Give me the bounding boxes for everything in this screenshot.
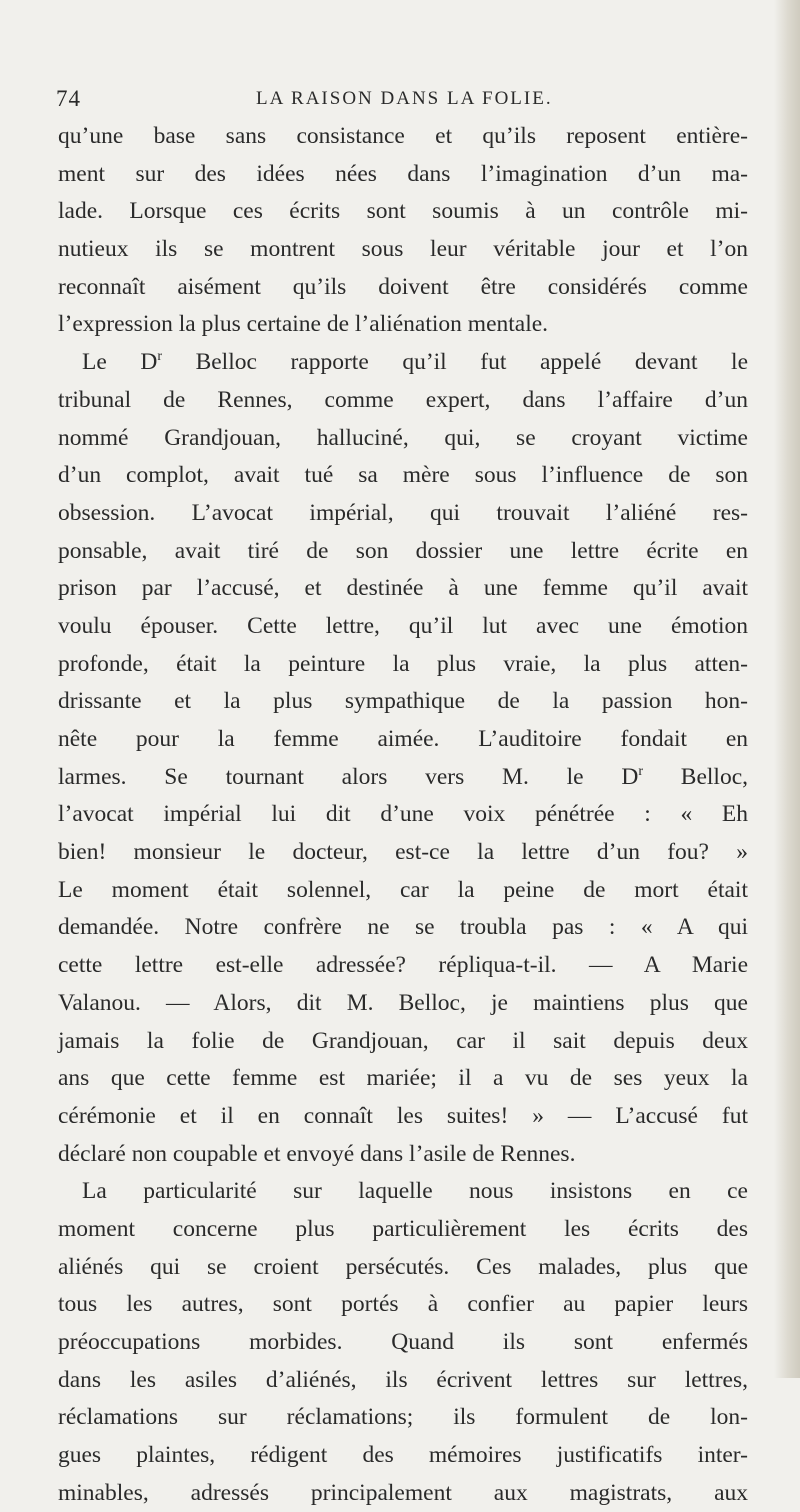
text-line: ponsable, avait tiré de son dossier une lettre écrite en: [58, 537, 748, 564]
text-line: cérémonie et il en connaît les suites! » — L’accusé fut: [58, 1102, 748, 1129]
text-line: tous les autres, sont portés à confier au papier leurs: [58, 1291, 748, 1318]
text-line: minables, adressés principalement aux magistrats, aux: [58, 1479, 748, 1506]
text-line: voulu épouser. Cette lettre, qu’il lut avec une émotion: [58, 612, 748, 639]
text-line: Valanou. — Alors, dit M. Belloc, je maintiens plus que: [58, 989, 748, 1016]
text-fragment: Belloc rapporte qu’il fut appelé devant le: [162, 349, 748, 376]
text-line: qu’une base sans consistance et qu’ils reposent entière-: [58, 123, 748, 149]
text-line: nommé Grandjouan, halluciné, qui, se croyant victime: [58, 424, 748, 451]
page-number: 74: [56, 86, 81, 111]
text-line: [58, 344, 748, 382]
text-line: drissante et la plus sympathique de la passion hon-: [58, 688, 748, 715]
text-line: aliénés qui se croient persécutés. Ces malades, plus que: [58, 1253, 748, 1280]
text-line: tribunal de Rennes, comme expert, dans l’affaire d’un: [58, 386, 748, 413]
text-line: cette lettre est-elle adressée? répliqua-t-il. — A Marie: [58, 952, 748, 979]
text-line: demandée. Notre confrère ne se troubla pas : « A qui: [58, 914, 748, 941]
text-line: La particularité sur laquelle nous insistons en ce: [82, 1178, 748, 1205]
superscript: r: [638, 763, 643, 779]
text-line: bien! monsieur le docteur, est-ce la lettre d’un fou? »: [58, 839, 748, 866]
text-line: lade. Lorsque ces écrits sont soumis à un contrôle mi-: [58, 198, 748, 225]
text-line: reconnaît aisément qu’ils doivent être considérés comme: [58, 273, 748, 300]
text-line: obsession. L’avocat impérial, qui trouvait l’aliéné res-: [58, 499, 748, 526]
text-line: nête pour la femme aimée. L’auditoire fondait en: [58, 726, 748, 752]
text-line: gues plaintes, rédigent des mémoires justificatifs inter-: [58, 1442, 748, 1469]
text-line: Le moment était solennel, car la peine de mort était: [58, 876, 748, 903]
body-text: [58, 118, 748, 1512]
text-line: l’expression la plus certaine de l’aliénation mentale.: [58, 311, 549, 338]
page-edge-shadow: [774, 0, 800, 1378]
text-line: jamais la folie de Grandjouan, car il sait depuis deux: [58, 1027, 748, 1054]
text-line: ans que cette femme est mariée; il a vu de ses yeux la: [58, 1065, 748, 1092]
text-line: déclaré non coupable et envoyé dans l’asile de Rennes.: [58, 1140, 576, 1167]
text-line: moment concerne plus particulièrement les écrits des: [58, 1215, 748, 1242]
text-line: d’un complot, avait tué sa mère sous l’influence de son: [58, 462, 748, 489]
page-header: [56, 86, 746, 116]
text-line: réclamations sur réclamations; ils formulent de lon-: [58, 1404, 748, 1431]
text-fragment: Le D: [82, 349, 158, 376]
text-fragment: Belloc,: [643, 763, 748, 790]
text-line: dans les asiles d’aliénés, ils écrivent lettres sur lettres,: [58, 1366, 748, 1393]
text-line: l’avocat impérial lui dit d’une voix pénétrée : « Eh: [58, 801, 748, 828]
text-line: préoccupations morbides. Quand ils sont enfermés: [58, 1329, 748, 1355]
text-line: [58, 759, 748, 797]
text-line: profonde, était la peinture la plus vraie, la plus atten-: [58, 650, 748, 677]
text-line: ment sur des idées nées dans l’imagination d’un ma-: [58, 160, 748, 187]
superscript: r: [157, 349, 162, 365]
text-line: nutieux ils se montrent sous leur véritable jour et l’on: [58, 236, 748, 263]
running-title: LA RAISON DANS LA FOLIE.: [256, 88, 553, 109]
text-line: prison par l’accusé, et destinée à une femme qu’il avait: [58, 575, 748, 602]
text-fragment: larmes. Se tournant alors vers M. le D: [58, 763, 639, 790]
